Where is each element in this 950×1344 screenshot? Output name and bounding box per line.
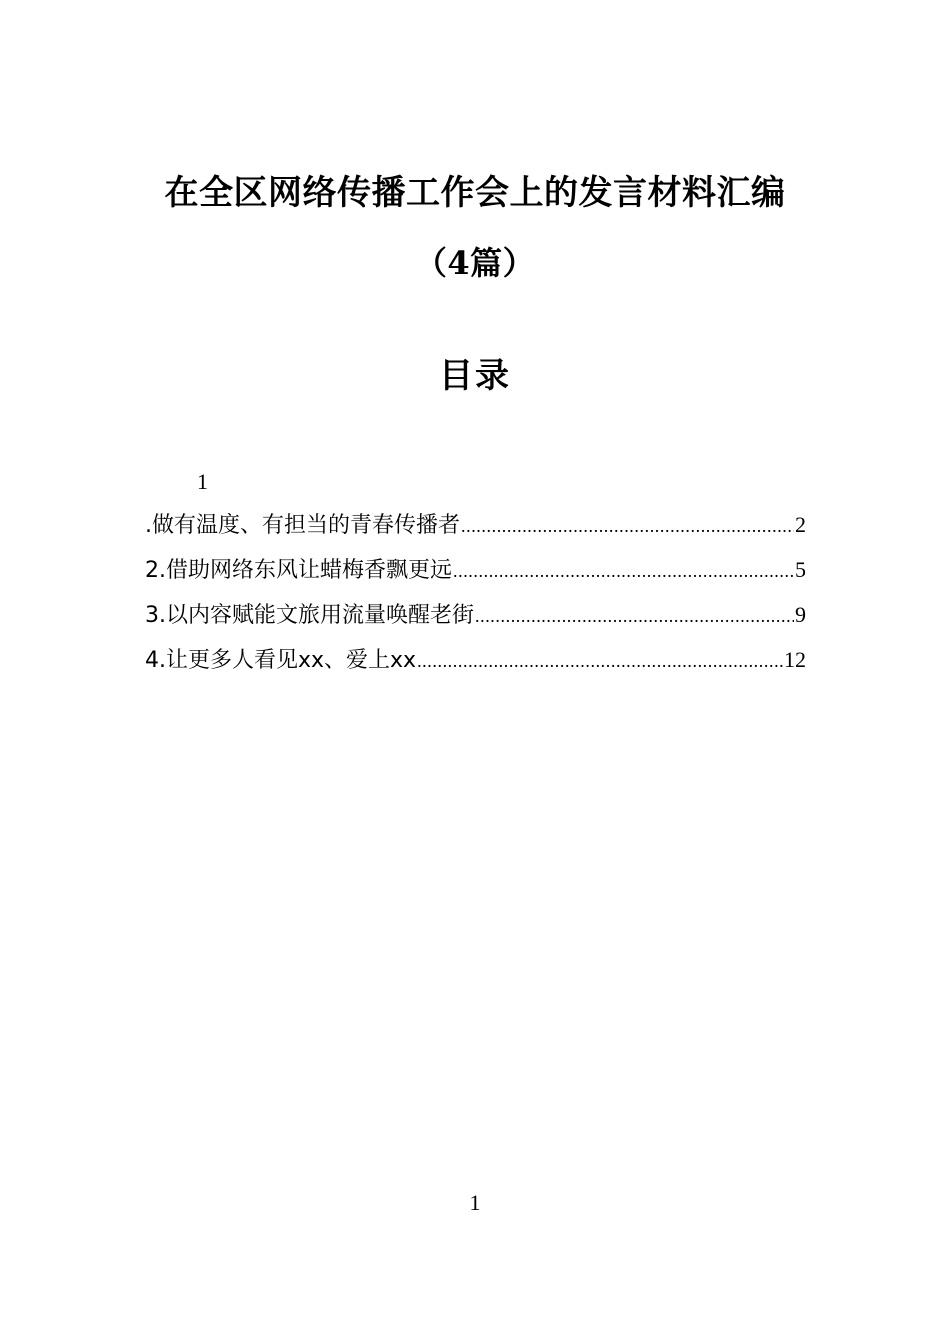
toc-dot-leader bbox=[461, 504, 794, 549]
document-title: 在全区网络传播工作会上的发言材料汇编 bbox=[164, 173, 786, 213]
toc-entry-number-prefix: 1 bbox=[197, 469, 208, 494]
table-of-contents bbox=[145, 462, 806, 682]
toc-dot-leader bbox=[453, 549, 794, 594]
toc-entry-page[interactable]: 9 bbox=[795, 602, 806, 627]
toc-entry-page[interactable]: 12 bbox=[784, 647, 806, 672]
toc-entry[interactable] bbox=[145, 637, 806, 682]
toc-entry-title[interactable]: 2.借助网络东风让蜡梅香飘更远 bbox=[145, 558, 452, 583]
toc-entry-page[interactable]: 5 bbox=[795, 557, 806, 582]
toc-entry-title[interactable]: .做有温度、有担当的青春传播者 bbox=[145, 513, 460, 538]
toc-entry[interactable] bbox=[145, 547, 806, 592]
toc-entry-page[interactable]: 2 bbox=[795, 512, 806, 537]
toc-entry[interactable] bbox=[145, 592, 806, 637]
page-number: 1 bbox=[469, 1190, 481, 1215]
toc-entry-title[interactable]: 4.让更多人看见xx、爱上xx bbox=[145, 648, 417, 673]
toc-dot-leader bbox=[417, 639, 783, 684]
toc-entry[interactable] bbox=[145, 502, 806, 547]
toc-entry-title[interactable]: 3.以内容赋能文旅用流量唤醒老街 bbox=[145, 603, 474, 628]
toc-dot-leader bbox=[475, 594, 794, 639]
document-subtitle: （4篇） bbox=[414, 244, 536, 282]
toc-heading: 目录 bbox=[439, 356, 511, 396]
